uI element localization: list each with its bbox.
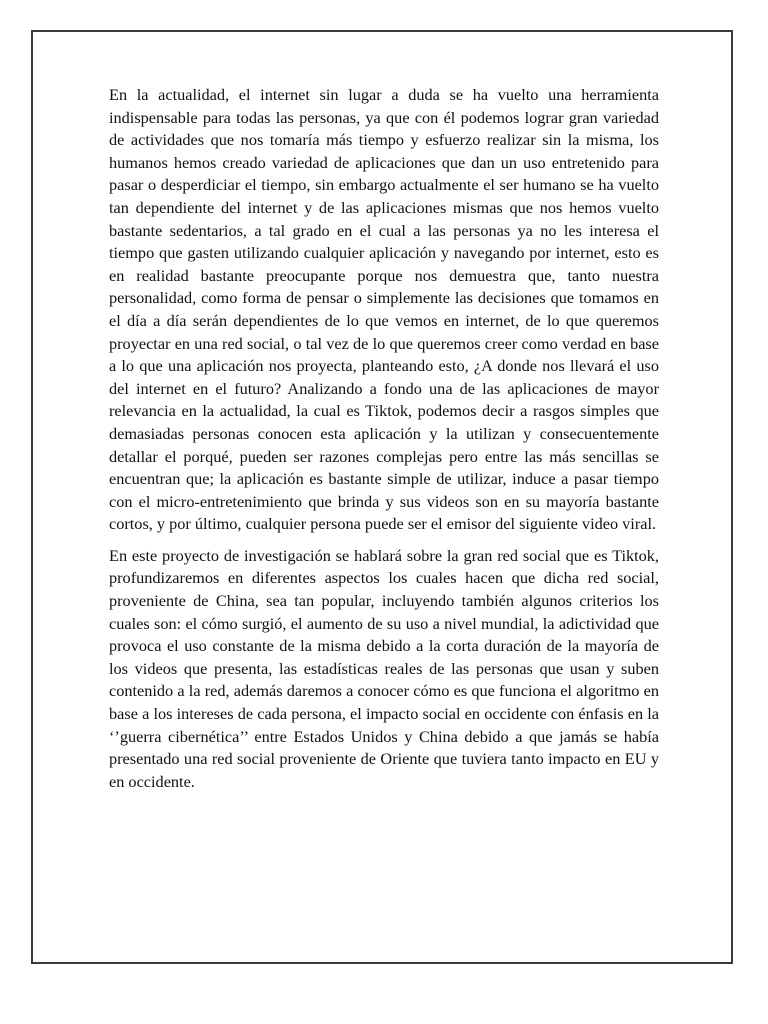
- paragraph-2: En este proyecto de investigación se hablará sobre la gran red social que es Tiktok, profundizaremos en diferentes aspectos los cuales hacen que dicha red social, proveniente de China, sea tan popular, incluyendo también algunos criterios los cuales son: el cómo surgió, el aumento de su uso a nivel mundial, la adictividad que provoca el uso constante de la misma debido a la corta duración de la mayoría de los videos que presenta, las estadísticas reales de las personas que usan y suben contenido a la red, además daremos a conocer cómo es que funciona el algoritmo en base a los intereses de cada persona, el impacto social en occidente con énfasis en la ‘’guerra cibernética’’ entre Estados Unidos y China debido a que jamás se había presentado una red social proveniente de Oriente que tuviera tanto impacto en EU y en occidente.: [109, 545, 659, 791]
- paragraph-1: En la actualidad, el internet sin lugar a duda se ha vuelto una herramienta indispensable para todas las personas, ya que con él podemos lograr gran variedad de actividades que nos tomaría más tiempo y esfuerzo realizar sin la misma, los humanos hemos creado variedad de aplicaciones que dan un uso entretenido para pasar o desperdiciar el tiempo, sin embargo actualmente el ser humano se ha vuelto tan dependiente del internet y de las aplicaciones mismas que nos hemos vuelto bastante sedentarios, a tal grado en el cual a las personas ya no les interesa el tiempo que gasten utilizando cualquier aplicación y navegando por internet, esto es en realidad bastante preocupante porque nos demuestra que, tanto nuestra personalidad, como forma de pensar o simplemente las decisiones que tomamos en el día a día serán dependientes de lo que vemos en internet, de lo que queremos proyectar en una red social, o tal vez de lo que queremos creer como verdad en base a lo que una aplicación nos proyecta, planteando esto, ¿A donde nos llevará el uso del internet en el futuro? Analizando a fondo una de las aplicaciones de mayor relevancia en la actualidad, la cual es Tiktok, podemos decir a rasgos simples que demasiadas personas conocen esta aplicación y la utilizan y consecuentemente detallar el porqué, pueden ser razones complejas pero entre las más sencillas se encuentran que; la aplicación es bastante simple de utilizar, induce a pasar tiempo con el micro-entretenimiento que brinda y sus videos son en su mayoría bastante cortos, y por último, cualquier persona puede ser el emisor del siguiente video viral.: [109, 85, 659, 534]
- document-body: [109, 84, 659, 793]
